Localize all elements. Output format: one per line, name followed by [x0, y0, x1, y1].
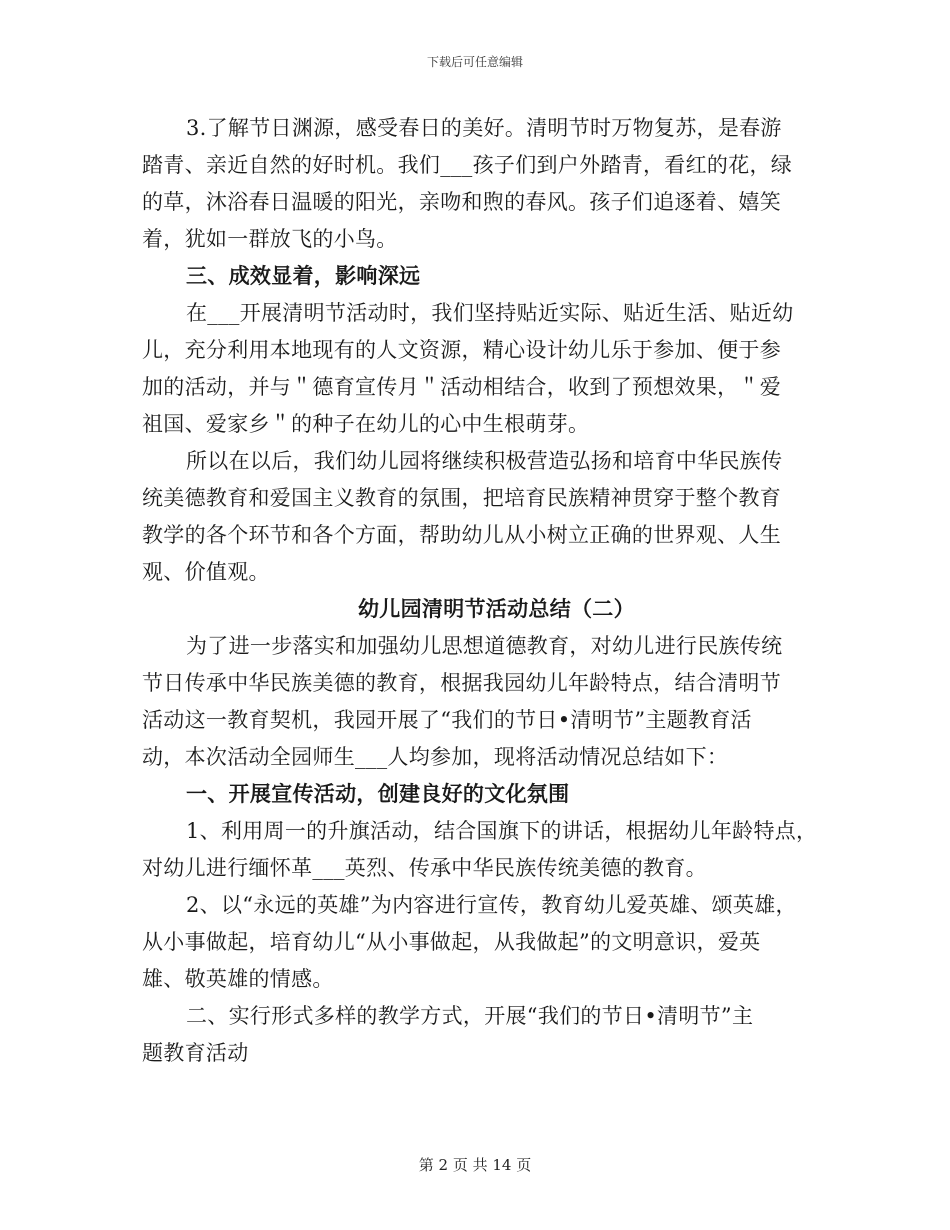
paragraph-line: 儿，充分利用本地现有的人文资源，精心设计幼儿乐于参加、便于参	[142, 338, 781, 362]
paragraph-line: 二、实行形式多样的教学方式，开展“我们的节日•清明节”主	[186, 1004, 754, 1028]
paragraph-line: 祖国、爱家乡＂的种子在幼儿的心中生根萌芽。	[142, 412, 590, 436]
paragraph-line: 统美德教育和爱国主义教育的氛围，把培育民族精神贯穿于整个教育	[142, 486, 781, 510]
paragraph-line: 2、以“永远的英雄”为内容进行宣传，教育幼儿爱英雄、颂英雄，	[186, 893, 797, 917]
paragraph-line: 观、价值观。	[142, 560, 270, 584]
paragraph-line: 所以在以后，我们幼儿园将继续积极营造弘扬和培育中华民族传	[186, 449, 783, 473]
section-title: 幼儿园清明节活动总结（二）	[358, 596, 635, 621]
page-header: 下载后可任意编辑	[426, 55, 523, 69]
paragraph-line: 加的活动，并与＂德育宣传月＂活动相结合，收到了预想效果，＂爱	[142, 375, 781, 399]
paragraph-line: 教学的各个环节和各个方面，帮助幼儿从小树立正确的世界观、人生	[142, 523, 781, 547]
paragraph-line: 1、利用周一的升旗活动，结合国旗下的讲话，根据幼儿年龄特点，	[186, 819, 818, 843]
paragraph-line: 动，本次活动全园师生___人均参加，现将活动情况总结如下：	[142, 745, 729, 769]
paragraph-line: 题教育活动	[142, 1041, 249, 1065]
section-heading: 一、开展宣传活动，创建良好的文化氛围	[186, 781, 570, 806]
paragraph-line: 3.了解节日渊源，感受春日的美好。清明节时万物复苏，是春游	[186, 116, 782, 140]
paragraph-line: 雄、敬英雄的情感。	[142, 967, 334, 991]
page-footer: 第 2 页 共 14 页	[418, 1156, 532, 1174]
paragraph-line: 踏青、亲近自然的好时机。我们___孩子们到户外踏青，看红的花，绿	[142, 153, 793, 177]
paragraph-line: 为了进一步落实和加强幼儿思想道德教育，对幼儿进行民族传统	[186, 634, 783, 658]
paragraph-line: 活动这一教育契机，我园开展了“我们的节日•清明节”主题教育活	[142, 708, 752, 732]
paragraph-line: 着，犹如一群放飞的小鸟。	[142, 227, 398, 251]
paragraph-line: 的草，沐浴春日温暖的阳光，亲吻和煦的春风。孩子们追逐着、嬉笑	[142, 190, 781, 214]
paragraph-line: 在___开展清明节活动时，我们坚持贴近实际、贴近生活、贴近幼	[186, 301, 794, 325]
section-heading: 三、成效显着，影响深远	[186, 263, 421, 288]
paragraph-line: 从小事做起，培育幼儿“从小事做起，从我做起”的文明意识，爱英	[142, 930, 761, 954]
paragraph-line: 对幼儿进行缅怀革___英烈、传承中华民族传统美德的教育。	[142, 856, 707, 880]
paragraph-line: 节日传承中华民族美德的教育，根据我园幼儿年龄特点，结合清明节	[142, 671, 781, 695]
